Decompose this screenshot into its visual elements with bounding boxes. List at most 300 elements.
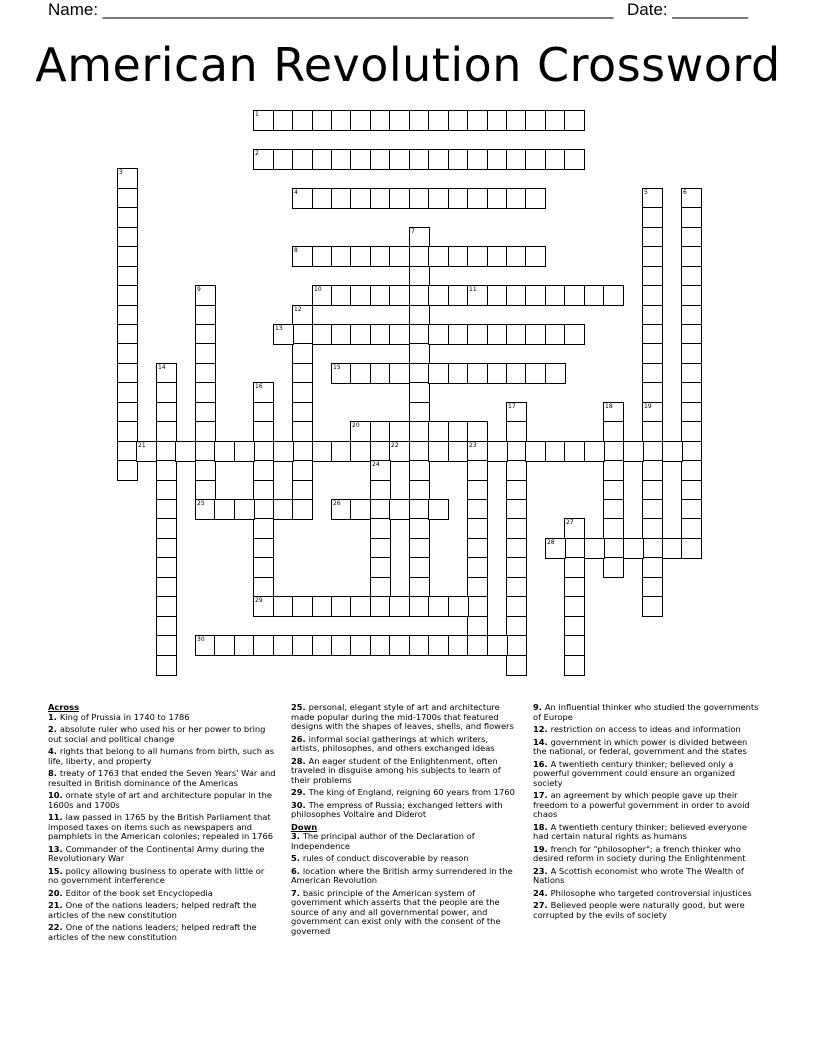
grid-cell[interactable]: [292, 460, 313, 481]
grid-cell[interactable]: [350, 188, 371, 209]
grid-cell[interactable]: [681, 285, 702, 306]
grid-cell[interactable]: [448, 596, 469, 617]
grid-cell[interactable]: [448, 246, 469, 267]
grid-cell[interactable]: [487, 110, 508, 131]
grid-cell[interactable]: [370, 188, 391, 209]
grid-cell[interactable]: [389, 363, 410, 384]
grid-cell[interactable]: [448, 188, 469, 209]
grid-cell[interactable]: [292, 324, 313, 345]
grid-cell[interactable]: [545, 441, 566, 462]
grid-cell[interactable]: [370, 460, 391, 481]
grid-cell[interactable]: [409, 110, 430, 131]
grid-cell[interactable]: [136, 441, 157, 462]
grid-cell[interactable]: [389, 285, 410, 306]
grid-cell[interactable]: [506, 655, 527, 676]
grid-cell[interactable]: [117, 402, 138, 423]
grid-cell[interactable]: [487, 285, 508, 306]
grid-cell[interactable]: [448, 441, 469, 462]
grid-cell[interactable]: [681, 324, 702, 345]
grid-cell[interactable]: [428, 188, 449, 209]
grid-cell[interactable]: [545, 324, 566, 345]
grid-cell[interactable]: [603, 402, 624, 423]
grid-cell[interactable]: [117, 382, 138, 403]
grid-cell[interactable]: [642, 460, 663, 481]
grid-cell[interactable]: [117, 188, 138, 209]
grid-cell[interactable]: [370, 324, 391, 345]
grid-cell[interactable]: [253, 518, 274, 539]
grid-cell[interactable]: [584, 285, 605, 306]
grid-cell[interactable]: [681, 499, 702, 520]
grid-cell[interactable]: [525, 285, 546, 306]
grid-cell[interactable]: [448, 421, 469, 442]
grid-cell[interactable]: [487, 324, 508, 345]
grid-cell[interactable]: [312, 149, 333, 170]
grid-cell[interactable]: [156, 441, 177, 462]
grid-cell[interactable]: [467, 460, 488, 481]
grid-cell[interactable]: [545, 538, 566, 559]
grid-cell[interactable]: [506, 499, 527, 520]
grid-cell[interactable]: [642, 246, 663, 267]
grid-cell[interactable]: [603, 441, 624, 462]
grid-cell[interactable]: [331, 149, 352, 170]
grid-cell[interactable]: [409, 518, 430, 539]
grid-cell[interactable]: [623, 441, 644, 462]
grid-cell[interactable]: [409, 499, 430, 520]
grid-cell[interactable]: [409, 343, 430, 364]
grid-cell[interactable]: [195, 635, 216, 656]
grid-cell[interactable]: [292, 441, 313, 462]
grid-cell[interactable]: [428, 441, 449, 462]
grid-cell[interactable]: [681, 382, 702, 403]
grid-cell[interactable]: [312, 246, 333, 267]
grid-cell[interactable]: [117, 168, 138, 189]
grid-cell[interactable]: [642, 557, 663, 578]
grid-cell[interactable]: [117, 363, 138, 384]
grid-cell[interactable]: [506, 402, 527, 423]
grid-cell[interactable]: [253, 421, 274, 442]
grid-cell[interactable]: [506, 616, 527, 637]
grid-cell[interactable]: [195, 480, 216, 501]
grid-cell[interactable]: [681, 343, 702, 364]
grid-cell[interactable]: [487, 441, 508, 462]
grid-cell[interactable]: [603, 421, 624, 442]
grid-cell[interactable]: [506, 460, 527, 481]
grid-cell[interactable]: [292, 363, 313, 384]
grid-cell[interactable]: [487, 149, 508, 170]
grid-cell[interactable]: [331, 110, 352, 131]
grid-cell[interactable]: [448, 324, 469, 345]
grid-cell[interactable]: [253, 577, 274, 598]
grid-cell[interactable]: [409, 149, 430, 170]
grid-cell[interactable]: [603, 285, 624, 306]
grid-cell[interactable]: [642, 207, 663, 228]
grid-cell[interactable]: [467, 635, 488, 656]
name-field[interactable]: Name: ______________________________________________________: [48, 0, 614, 19]
grid-cell[interactable]: [156, 518, 177, 539]
grid-cell[interactable]: [195, 324, 216, 345]
grid-cell[interactable]: [156, 382, 177, 403]
grid-cell[interactable]: [117, 207, 138, 228]
grid-cell[interactable]: [389, 635, 410, 656]
grid-cell[interactable]: [525, 110, 546, 131]
grid-cell[interactable]: [506, 188, 527, 209]
grid-cell[interactable]: [156, 596, 177, 617]
grid-cell[interactable]: [506, 635, 527, 656]
grid-cell[interactable]: [350, 110, 371, 131]
grid-cell[interactable]: [234, 441, 255, 462]
grid-cell[interactable]: [681, 305, 702, 326]
grid-cell[interactable]: [292, 188, 313, 209]
grid-cell[interactable]: [156, 616, 177, 637]
grid-cell[interactable]: [292, 246, 313, 267]
grid-cell[interactable]: [448, 149, 469, 170]
grid-cell[interactable]: [292, 402, 313, 423]
grid-cell[interactable]: [525, 188, 546, 209]
grid-cell[interactable]: [117, 227, 138, 248]
grid-cell[interactable]: [156, 635, 177, 656]
grid-cell[interactable]: [545, 149, 566, 170]
grid-cell[interactable]: [312, 110, 333, 131]
grid-cell[interactable]: [214, 441, 235, 462]
grid-cell[interactable]: [428, 596, 449, 617]
grid-cell[interactable]: [389, 596, 410, 617]
grid-cell[interactable]: [409, 441, 430, 462]
grid-cell[interactable]: [584, 538, 605, 559]
grid-cell[interactable]: [389, 499, 410, 520]
grid-cell[interactable]: [156, 363, 177, 384]
grid-cell[interactable]: [409, 246, 430, 267]
grid-cell[interactable]: [409, 227, 430, 248]
grid-cell[interactable]: [331, 363, 352, 384]
grid-cell[interactable]: [389, 421, 410, 442]
grid-cell[interactable]: [370, 363, 391, 384]
grid-cell[interactable]: [195, 402, 216, 423]
grid-cell[interactable]: [564, 538, 585, 559]
grid-cell[interactable]: [642, 480, 663, 501]
grid-cell[interactable]: [642, 382, 663, 403]
grid-cell[interactable]: [564, 518, 585, 539]
grid-cell[interactable]: [525, 441, 546, 462]
grid-cell[interactable]: [409, 635, 430, 656]
grid-cell[interactable]: [253, 441, 274, 462]
grid-cell[interactable]: [389, 441, 410, 462]
grid-cell[interactable]: [681, 266, 702, 287]
grid-cell[interactable]: [389, 110, 410, 131]
grid-cell[interactable]: [564, 557, 585, 578]
grid-cell[interactable]: [409, 596, 430, 617]
grid-cell[interactable]: [389, 324, 410, 345]
grid-cell[interactable]: [253, 635, 274, 656]
grid-cell[interactable]: [312, 324, 333, 345]
grid-cell[interactable]: [409, 460, 430, 481]
grid-cell[interactable]: [584, 441, 605, 462]
grid-cell[interactable]: [642, 188, 663, 209]
grid-cell[interactable]: [273, 110, 294, 131]
grid-cell[interactable]: [370, 480, 391, 501]
grid-cell[interactable]: [117, 266, 138, 287]
grid-cell[interactable]: [506, 246, 527, 267]
grid-cell[interactable]: [350, 596, 371, 617]
grid-cell[interactable]: [409, 188, 430, 209]
grid-cell[interactable]: [350, 363, 371, 384]
grid-cell[interactable]: [467, 596, 488, 617]
grid-cell[interactable]: [370, 577, 391, 598]
grid-cell[interactable]: [156, 421, 177, 442]
grid-cell[interactable]: [253, 480, 274, 501]
grid-cell[interactable]: [292, 480, 313, 501]
grid-cell[interactable]: [409, 382, 430, 403]
grid-cell[interactable]: [409, 266, 430, 287]
grid-cell[interactable]: [506, 518, 527, 539]
grid-cell[interactable]: [564, 635, 585, 656]
grid-cell[interactable]: [681, 460, 702, 481]
grid-cell[interactable]: [681, 246, 702, 267]
grid-cell[interactable]: [409, 324, 430, 345]
grid-cell[interactable]: [117, 343, 138, 364]
grid-cell[interactable]: [467, 246, 488, 267]
grid-cell[interactable]: [331, 246, 352, 267]
grid-cell[interactable]: [389, 149, 410, 170]
grid-cell[interactable]: [331, 635, 352, 656]
grid-cell[interactable]: [389, 188, 410, 209]
grid-cell[interactable]: [312, 596, 333, 617]
grid-cell[interactable]: [681, 441, 702, 462]
grid-cell[interactable]: [603, 499, 624, 520]
grid-cell[interactable]: [234, 635, 255, 656]
grid-cell[interactable]: [506, 421, 527, 442]
grid-cell[interactable]: [409, 480, 430, 501]
grid-cell[interactable]: [487, 635, 508, 656]
grid-cell[interactable]: [487, 188, 508, 209]
grid-cell[interactable]: [545, 285, 566, 306]
grid-cell[interactable]: [487, 363, 508, 384]
grid-cell[interactable]: [681, 518, 702, 539]
grid-cell[interactable]: [662, 538, 683, 559]
grid-cell[interactable]: [564, 655, 585, 676]
grid-cell[interactable]: [253, 149, 274, 170]
grid-cell[interactable]: [292, 343, 313, 364]
grid-cell[interactable]: [370, 246, 391, 267]
grid-cell[interactable]: [195, 460, 216, 481]
grid-cell[interactable]: [370, 110, 391, 131]
grid-cell[interactable]: [195, 499, 216, 520]
grid-cell[interactable]: [642, 499, 663, 520]
grid-cell[interactable]: [681, 480, 702, 501]
grid-cell[interactable]: [642, 596, 663, 617]
grid-cell[interactable]: [117, 246, 138, 267]
grid-cell[interactable]: [253, 110, 274, 131]
grid-cell[interactable]: [428, 499, 449, 520]
grid-cell[interactable]: [448, 285, 469, 306]
grid-cell[interactable]: [506, 110, 527, 131]
grid-cell[interactable]: [389, 246, 410, 267]
grid-cell[interactable]: [662, 441, 683, 462]
grid-cell[interactable]: [603, 538, 624, 559]
grid-cell[interactable]: [350, 246, 371, 267]
grid-cell[interactable]: [642, 285, 663, 306]
grid-cell[interactable]: [525, 149, 546, 170]
grid-cell[interactable]: [681, 227, 702, 248]
grid-cell[interactable]: [642, 343, 663, 364]
grid-cell[interactable]: [195, 421, 216, 442]
grid-cell[interactable]: [487, 246, 508, 267]
grid-cell[interactable]: [273, 441, 294, 462]
grid-cell[interactable]: [350, 324, 371, 345]
grid-cell[interactable]: [642, 518, 663, 539]
grid-cell[interactable]: [156, 538, 177, 559]
grid-cell[interactable]: [467, 557, 488, 578]
grid-cell[interactable]: [681, 538, 702, 559]
grid-cell[interactable]: [156, 577, 177, 598]
grid-cell[interactable]: [642, 305, 663, 326]
grid-cell[interactable]: [234, 499, 255, 520]
grid-cell[interactable]: [273, 635, 294, 656]
grid-cell[interactable]: [195, 382, 216, 403]
grid-cell[interactable]: [331, 499, 352, 520]
grid-cell[interactable]: [564, 596, 585, 617]
grid-cell[interactable]: [642, 538, 663, 559]
grid-cell[interactable]: [214, 635, 235, 656]
grid-cell[interactable]: [273, 499, 294, 520]
grid-cell[interactable]: [117, 305, 138, 326]
grid-cell[interactable]: [253, 460, 274, 481]
grid-cell[interactable]: [312, 635, 333, 656]
grid-cell[interactable]: [603, 518, 624, 539]
grid-cell[interactable]: [175, 441, 196, 462]
grid-cell[interactable]: [370, 538, 391, 559]
grid-cell[interactable]: [428, 246, 449, 267]
grid-cell[interactable]: [156, 460, 177, 481]
grid-cell[interactable]: [409, 402, 430, 423]
grid-cell[interactable]: [467, 538, 488, 559]
grid-cell[interactable]: [428, 635, 449, 656]
grid-cell[interactable]: [409, 285, 430, 306]
grid-cell[interactable]: [467, 616, 488, 637]
grid-cell[interactable]: [117, 421, 138, 442]
grid-cell[interactable]: [642, 421, 663, 442]
grid-cell[interactable]: [370, 635, 391, 656]
grid-cell[interactable]: [642, 266, 663, 287]
grid-cell[interactable]: [350, 421, 371, 442]
grid-cell[interactable]: [292, 421, 313, 442]
grid-cell[interactable]: [467, 480, 488, 501]
grid-cell[interactable]: [253, 596, 274, 617]
grid-cell[interactable]: [331, 285, 352, 306]
grid-cell[interactable]: [195, 363, 216, 384]
grid-cell[interactable]: [564, 324, 585, 345]
grid-cell[interactable]: [331, 441, 352, 462]
grid-cell[interactable]: [409, 557, 430, 578]
grid-cell[interactable]: [312, 441, 333, 462]
grid-cell[interactable]: [642, 363, 663, 384]
grid-cell[interactable]: [525, 246, 546, 267]
grid-cell[interactable]: [428, 324, 449, 345]
grid-cell[interactable]: [467, 324, 488, 345]
grid-cell[interactable]: [292, 596, 313, 617]
grid-cell[interactable]: [428, 149, 449, 170]
grid-cell[interactable]: [292, 499, 313, 520]
grid-cell[interactable]: [506, 557, 527, 578]
grid-cell[interactable]: [312, 285, 333, 306]
grid-cell[interactable]: [370, 557, 391, 578]
grid-cell[interactable]: [564, 577, 585, 598]
grid-cell[interactable]: [681, 207, 702, 228]
grid-cell[interactable]: [331, 324, 352, 345]
grid-cell[interactable]: [506, 480, 527, 501]
grid-cell[interactable]: [117, 460, 138, 481]
grid-cell[interactable]: [525, 324, 546, 345]
grid-cell[interactable]: [545, 110, 566, 131]
grid-cell[interactable]: [253, 557, 274, 578]
grid-cell[interactable]: [467, 188, 488, 209]
grid-cell[interactable]: [350, 635, 371, 656]
grid-cell[interactable]: [525, 363, 546, 384]
grid-cell[interactable]: [292, 382, 313, 403]
grid-cell[interactable]: [370, 596, 391, 617]
grid-cell[interactable]: [117, 324, 138, 345]
grid-cell[interactable]: [603, 480, 624, 501]
grid-cell[interactable]: [448, 635, 469, 656]
grid-cell[interactable]: [156, 499, 177, 520]
grid-cell[interactable]: [117, 285, 138, 306]
grid-cell[interactable]: [506, 538, 527, 559]
grid-cell[interactable]: [564, 110, 585, 131]
grid-cell[interactable]: [273, 324, 294, 345]
grid-cell[interactable]: [292, 635, 313, 656]
grid-cell[interactable]: [409, 538, 430, 559]
grid-cell[interactable]: [253, 402, 274, 423]
grid-cell[interactable]: [642, 441, 663, 462]
grid-cell[interactable]: [506, 285, 527, 306]
grid-cell[interactable]: [467, 285, 488, 306]
grid-cell[interactable]: [312, 188, 333, 209]
grid-cell[interactable]: [292, 149, 313, 170]
grid-cell[interactable]: [467, 577, 488, 598]
grid-cell[interactable]: [467, 441, 488, 462]
grid-cell[interactable]: [467, 499, 488, 520]
grid-cell[interactable]: [681, 402, 702, 423]
grid-cell[interactable]: [467, 110, 488, 131]
grid-cell[interactable]: [156, 402, 177, 423]
grid-cell[interactable]: [350, 499, 371, 520]
grid-cell[interactable]: [545, 363, 566, 384]
grid-cell[interactable]: [156, 480, 177, 501]
grid-cell[interactable]: [331, 596, 352, 617]
grid-cell[interactable]: [370, 285, 391, 306]
grid-cell[interactable]: [428, 363, 449, 384]
grid-cell[interactable]: [681, 421, 702, 442]
grid-cell[interactable]: [448, 363, 469, 384]
grid-cell[interactable]: [506, 441, 527, 462]
grid-cell[interactable]: [642, 577, 663, 598]
grid-cell[interactable]: [506, 324, 527, 345]
grid-cell[interactable]: [409, 305, 430, 326]
grid-cell[interactable]: [370, 441, 391, 462]
grid-cell[interactable]: [195, 441, 216, 462]
grid-cell[interactable]: [506, 149, 527, 170]
grid-cell[interactable]: [409, 577, 430, 598]
grid-cell[interactable]: [564, 441, 585, 462]
grid-cell[interactable]: [506, 596, 527, 617]
grid-cell[interactable]: [370, 421, 391, 442]
grid-cell[interactable]: [428, 421, 449, 442]
grid-cell[interactable]: [506, 363, 527, 384]
grid-cell[interactable]: [409, 421, 430, 442]
grid-cell[interactable]: [370, 499, 391, 520]
grid-cell[interactable]: [253, 538, 274, 559]
grid-cell[interactable]: [273, 596, 294, 617]
grid-cell[interactable]: [331, 188, 352, 209]
